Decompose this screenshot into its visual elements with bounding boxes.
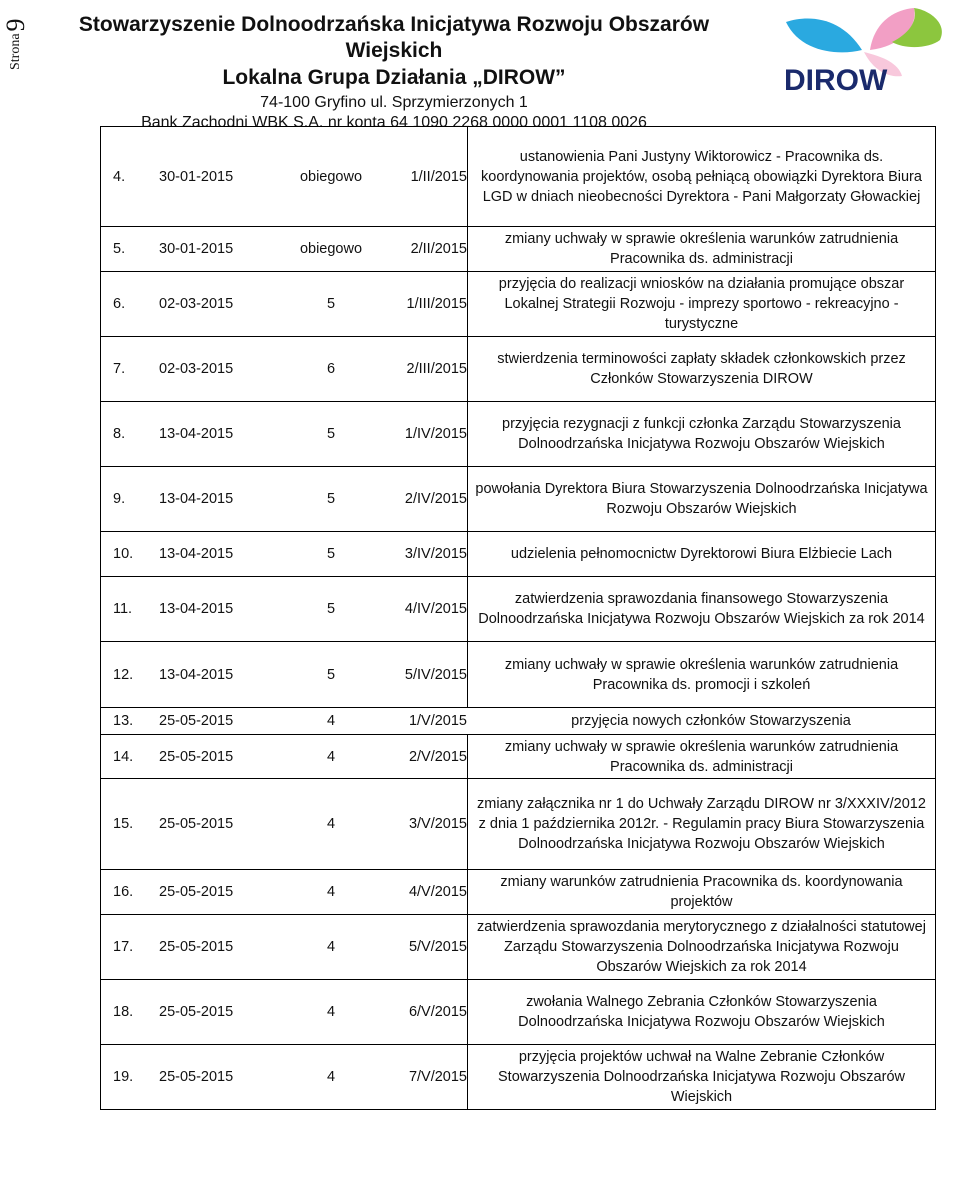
row-subject: przyjęcia do realizacji wniosków na działania promujące obszar Lokalnej Strategii Rozwoju - imprezy sportowo - rekreacyjno - turystyczne xyxy=(468,272,936,337)
row-subject: zmiany załącznika nr 1 do Uchwały Zarządu DIROW nr 3/XXXIV/2012 z dnia 1 października 2012r. - Regulamin pracy Biura Stowarzyszenia Dolnoodrzańska Inicjatywa Rozwoju Obszarów Wiejskich xyxy=(468,779,936,870)
row-date: 30-01-2015 xyxy=(159,241,234,257)
row-date: 13-04-2015 xyxy=(159,601,234,617)
row-date: 25-05-2015 xyxy=(159,1069,234,1085)
row-resolution: 2/IV/2015 xyxy=(404,491,467,507)
row-number: 8. xyxy=(113,426,126,442)
row-subject: zmiany uchwały w sprawie określenia warunków zatrudnienia Pracownika ds. administracji xyxy=(468,227,936,272)
table-row xyxy=(101,337,936,402)
row-number: 6. xyxy=(113,296,126,312)
letterhead xyxy=(44,12,744,133)
row-number: 16. xyxy=(113,884,134,900)
table-row xyxy=(101,532,936,577)
row-date: 13-04-2015 xyxy=(159,666,234,683)
row-left-cell xyxy=(101,532,468,577)
row-date: 25-05-2015 xyxy=(159,713,234,729)
row-date: 30-01-2015 xyxy=(159,168,234,185)
row-resolution: 2/III/2015 xyxy=(406,361,467,377)
table-row xyxy=(101,577,936,642)
row-mode: 4 xyxy=(326,816,336,832)
row-date: 13-04-2015 xyxy=(159,426,234,442)
row-date: 13-04-2015 xyxy=(159,491,234,507)
table-row xyxy=(101,870,936,915)
row-resolution: 3/V/2015 xyxy=(408,816,467,832)
row-mode: 5 xyxy=(326,546,336,562)
row-date: 13-04-2015 xyxy=(159,546,234,562)
row-resolution: 1/V/2015 xyxy=(408,713,467,729)
row-left-cell xyxy=(101,402,468,467)
address: 74-100 Gryfino ul. Sprzymierzonych 1 xyxy=(260,93,528,111)
row-resolution: 3/IV/2015 xyxy=(404,546,467,562)
row-number: 12. xyxy=(113,666,134,683)
table-row xyxy=(101,779,936,870)
row-resolution: 4/V/2015 xyxy=(408,884,467,900)
row-left-cell xyxy=(101,642,468,708)
row-subject: przyjęcia projektów uchwał na Walne Zebranie Członków Stowarzyszenia Dolnoodrzańska Inicjatywa Rozwoju Obszarów Wiejskich xyxy=(468,1045,936,1110)
row-mode: obiegowo xyxy=(299,241,363,257)
row-date: 02-03-2015 xyxy=(159,361,234,377)
butterfly-logo-icon xyxy=(780,4,950,96)
row-number: 17. xyxy=(113,939,134,955)
table-row xyxy=(101,735,936,779)
row-subject: zmiany warunków zatrudnienia Pracownika ds. koordynowania projektów xyxy=(468,870,936,915)
row-resolution: 2/V/2015 xyxy=(408,748,467,765)
row-left-cell xyxy=(101,870,468,915)
row-subject: udzielenia pełnomocnictw Dyrektorowi Biura Elżbiecie Lach xyxy=(468,532,936,577)
resolutions-table xyxy=(100,126,936,1110)
organization-name: Stowarzyszenie Dolnoodrzańska Inicjatywa Rozwoju Obszarów Wiejskich xyxy=(78,13,710,63)
row-subject: ustanowienia Pani Justyny Wiktorowicz - Pracownika ds. koordynowania projektów, osobą pełniącą obowiązki Dyrektora Biura LGD w dniach nieobecności Dyrektora - Pani Małgorzaty Głowackiej xyxy=(468,127,936,227)
table-row xyxy=(101,642,936,708)
row-resolution: 1/IV/2015 xyxy=(404,426,467,442)
row-date: 02-03-2015 xyxy=(159,296,234,312)
row-number: 11. xyxy=(113,601,133,617)
table-row xyxy=(101,980,936,1045)
row-subject: przyjęcia nowych członków Stowarzyszenia xyxy=(571,713,851,729)
row-mode: 4 xyxy=(326,939,336,955)
row-number: 9. xyxy=(113,491,126,507)
row-resolution: 4/IV/2015 xyxy=(404,601,467,617)
row-resolution: 5/V/2015 xyxy=(408,939,467,955)
table-row xyxy=(101,1045,936,1110)
row-mode: 5 xyxy=(326,491,336,507)
row-subject: zwołania Walnego Zebrania Członków Stowarzyszenia Dolnoodrzańska Inicjatywa Rozwoju Obszarów Wiejskich xyxy=(468,980,936,1045)
row-number: 4. xyxy=(113,168,126,185)
row-subject: przyjęcia rezygnacji z funkcji członka Zarządu Stowarzyszenia Dolnoodrzańska Inicjatywa Rozwoju Obszarów Wiejskich xyxy=(468,402,936,467)
row-full-cell xyxy=(101,708,936,735)
row-left-cell xyxy=(101,272,468,337)
row-left-cell xyxy=(101,735,468,779)
row-number: 19. xyxy=(113,1069,134,1085)
row-left-cell xyxy=(101,337,468,402)
row-number: 14. xyxy=(113,748,134,765)
table-row xyxy=(101,708,936,735)
row-left-cell xyxy=(101,127,468,227)
dirow-logo xyxy=(780,4,950,96)
table-row xyxy=(101,272,936,337)
lgd-name: Lokalna Grupa Działania „DIROW” xyxy=(222,65,566,89)
row-resolution: 1/III/2015 xyxy=(406,296,467,312)
page-number-marker xyxy=(2,6,30,70)
row-mode: 5 xyxy=(326,296,336,312)
row-subject: zatwierdzenia sprawozdania merytorycznego z działalności statutowej Zarządu Stowarzyszenia Dolnoodrzańska Inicjatywa Rozwoju Obszarów Wiejskich za rok 2014 xyxy=(468,915,936,980)
logo-text: DIROW xyxy=(784,64,888,96)
row-number: 7. xyxy=(113,361,126,377)
table-row xyxy=(101,467,936,532)
row-number: 10. xyxy=(113,546,134,562)
row-date: 25-05-2015 xyxy=(159,884,234,900)
row-number: 18. xyxy=(113,1004,134,1020)
row-mode: 5 xyxy=(326,601,336,617)
bank-account: Bank Zachodni WBK S.A. nr konta 64 1090 2268 0000 0001 1108 0026 xyxy=(141,113,647,131)
row-left-cell xyxy=(101,980,468,1045)
row-date: 25-05-2015 xyxy=(159,816,234,832)
page-label: Strona xyxy=(8,33,23,70)
row-left-cell xyxy=(101,1045,468,1110)
row-subject: powołania Dyrektora Biura Stowarzyszenia Dolnoodrzańska Inicjatywa Rozwoju Obszarów Wiejskich xyxy=(468,467,936,532)
row-subject: stwierdzenia terminowości zapłaty składek członkowskich przez Członków Stowarzyszenia DIROW xyxy=(468,337,936,402)
row-mode: 4 xyxy=(326,748,336,765)
row-mode: 5 xyxy=(326,666,336,683)
page-number: 9 xyxy=(1,18,30,32)
row-mode: 4 xyxy=(326,884,336,900)
row-number: 5. xyxy=(113,241,126,257)
row-left-cell xyxy=(101,227,468,272)
row-resolution: 5/IV/2015 xyxy=(404,666,467,683)
row-left-cell xyxy=(101,577,468,642)
table-row xyxy=(101,127,936,227)
row-date: 25-05-2015 xyxy=(159,939,234,955)
row-resolution: 2/II/2015 xyxy=(410,241,467,257)
row-resolution: 1/II/2015 xyxy=(410,168,467,185)
row-mode: 5 xyxy=(326,426,336,442)
table-row xyxy=(101,915,936,980)
row-left-cell xyxy=(101,915,468,980)
row-date: 25-05-2015 xyxy=(159,1004,234,1020)
row-subject: zatwierdzenia sprawozdania finansowego Stowarzyszenia Dolnoodrzańska Inicjatywa Rozwoju Obszarów Wiejskich za rok 2014 xyxy=(468,577,936,642)
row-number: 15. xyxy=(113,816,134,832)
row-resolution: 7/V/2015 xyxy=(408,1069,467,1085)
row-subject: zmiany uchwały w sprawie określenia warunków zatrudnienia Pracownika ds. promocji i szkoleń xyxy=(468,642,936,708)
row-left-cell xyxy=(101,467,468,532)
row-mode: 6 xyxy=(326,361,336,377)
row-mode: 4 xyxy=(326,1004,336,1020)
row-mode: 4 xyxy=(326,1069,336,1085)
row-subject: zmiany uchwały w sprawie określenia warunków zatrudnienia Pracownika ds. administracji xyxy=(468,735,936,779)
row-number: 13. xyxy=(113,713,134,729)
row-left-cell xyxy=(101,779,468,870)
row-mode: 4 xyxy=(326,713,336,729)
row-resolution: 6/V/2015 xyxy=(408,1004,467,1020)
table-row xyxy=(101,227,936,272)
table-row xyxy=(101,402,936,467)
row-date: 25-05-2015 xyxy=(159,748,234,765)
row-mode: obiegowo xyxy=(299,168,363,185)
